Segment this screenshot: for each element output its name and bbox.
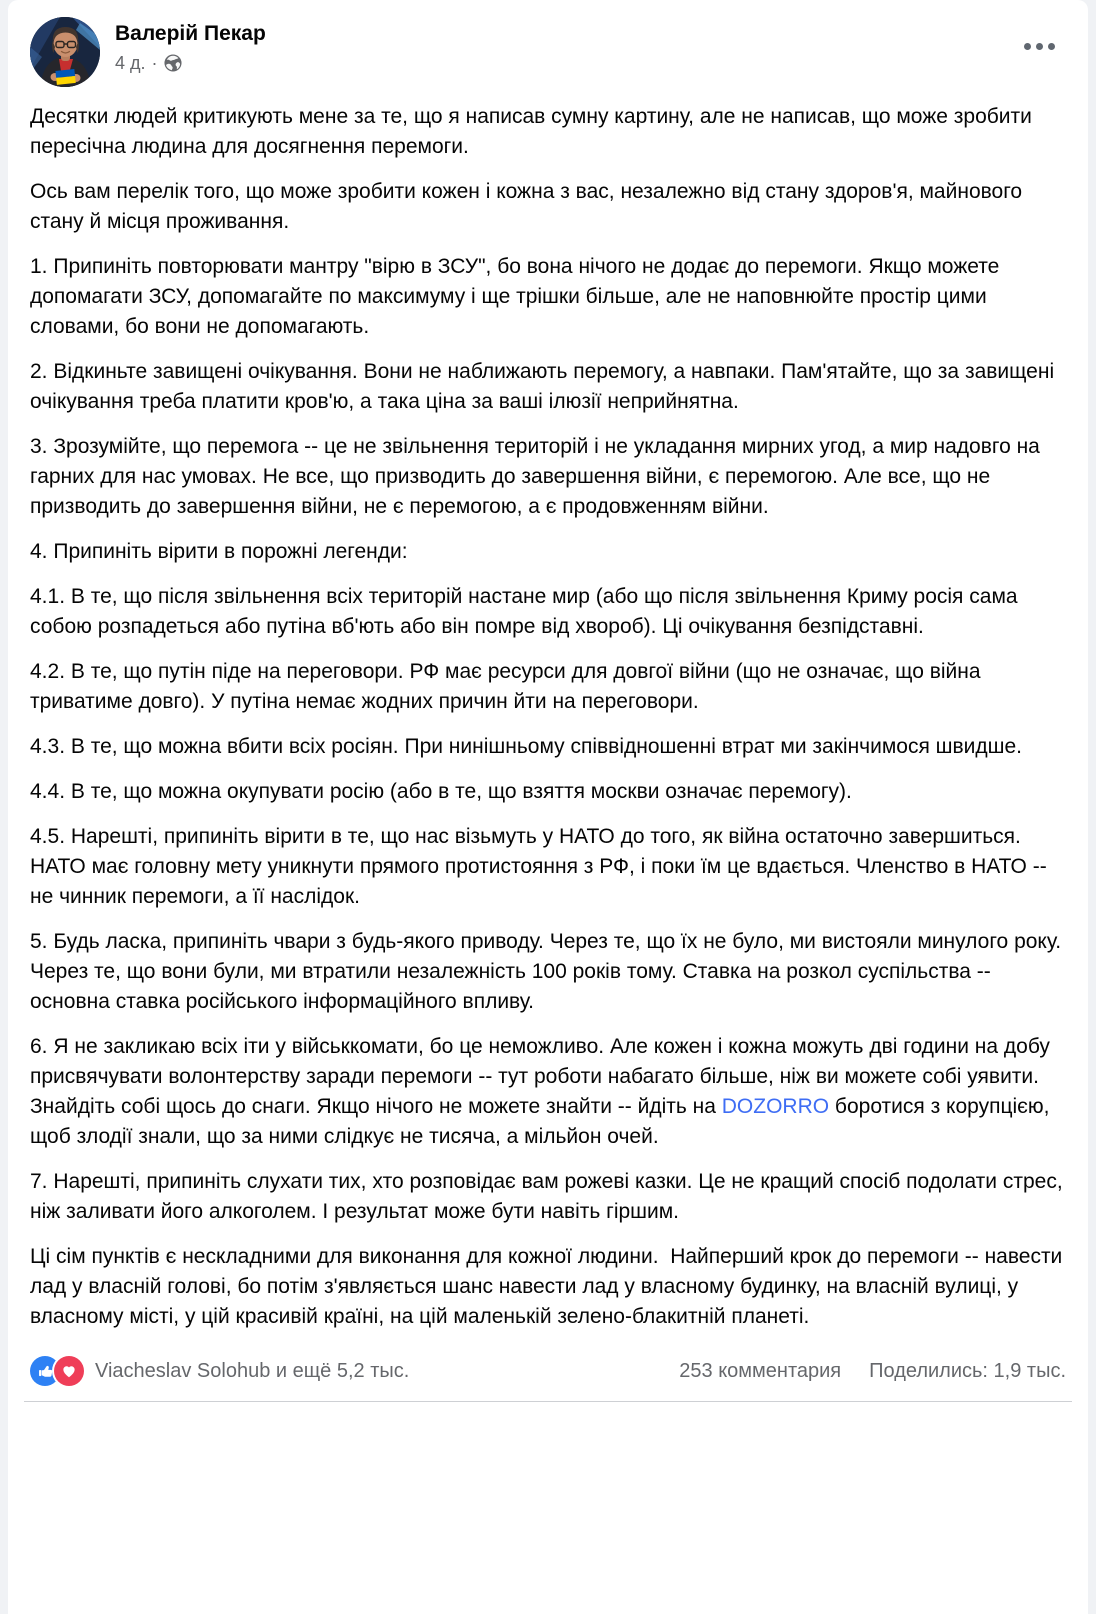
- reactions-count-label[interactable]: Viacheslav Solohub и ещё 5,2 тыс.: [95, 1360, 410, 1382]
- post-options-button[interactable]: [1018, 28, 1060, 64]
- post-paragraph: Десятки людей критикують мене за те, що я написав сумну картину, але не написав, що може зробити пересічна людина для досягнення перемоги.: [30, 105, 1038, 158]
- post-card: [8, 0, 1088, 1614]
- post-paragraph-with-link: [30, 1032, 1066, 1152]
- globe-icon: [164, 54, 182, 72]
- post-paragraph: 4.5. Нарешті, припиніть вірити в те, що нас візьмуть у НАТО до того, як війна остаточно завершиться. НАТО має головну мету уникнути прямого протистояння з РФ, і поки їм це вдається. Членство в НАТО -- не чинник перемоги, а її наслідок.: [30, 825, 1053, 908]
- post-paragraph: 4.2. В те, що путін піде на переговори. РФ має ресурси для довгої війни (що не означає, що війна триватиме довго). У путіна немає жодних причин йти на переговори.: [30, 660, 987, 713]
- header-meta: [115, 17, 266, 72]
- post-header: [8, 0, 1088, 87]
- author-avatar[interactable]: [30, 17, 100, 87]
- post-text: [8, 102, 1088, 1332]
- ellipsis-icon: [1024, 43, 1055, 50]
- paragraph-text-before-link: 6. Я не закликаю всіх іти у військкомати, бо це неможливо. Але кожен і кожна можуть дві години на добу присвячувати волонтерству заради перемоги -- тут роботи набагато більше, ніж ви можете собі уявити. Знайдіть собі щось до снаги. Якщо нічого не можете знайти -- йдіть на: [30, 1035, 1056, 1118]
- post-paragraph: 4.1. В те, що після звільнення всіх територій настане мир (або що після звільнення Криму росія сама собою розпадеться або путіна вб'ють або він помре від хвороб). Ці очікування безпідставні.: [30, 585, 1024, 638]
- thumbs-up-icon: [36, 1362, 54, 1380]
- author-name[interactable]: Валерій Пекар: [115, 22, 266, 45]
- paragraph-text-after-link: боротися з корупцією, щоб злодії знали, що за ними слідкує не тисяча, а мільйон очей.: [30, 1095, 1056, 1148]
- dozorro-link[interactable]: DOZORRO: [721, 1095, 830, 1118]
- meta-separator: ·: [151, 53, 158, 74]
- love-reaction-icon: [54, 1356, 84, 1386]
- heart-icon: [60, 1362, 78, 1380]
- post-paragraph: 4.4. В те, що можна окупувати росію (або в те, що взяття москви означає перемогу).: [30, 780, 852, 803]
- avatar-image: [30, 17, 100, 87]
- post-paragraph: 5. Будь ласка, припиніть чвари з будь-якого приводу. Через те, що їх не було, ми вистояли минулого року. Через те, що вони були, ми втратили незалежність 100 років тому. Ставка на розкол суспільства -- основна ставка російського інформаційного впливу.: [30, 930, 1067, 1013]
- engagement-counts: [679, 1360, 1066, 1383]
- post-paragraph: 4. Припиніть вірити в порожні легенди:: [30, 540, 408, 563]
- post-meta-row: [115, 54, 266, 72]
- post-paragraph: 4.3. В те, що можна вбити всіх росіян. При нинішньому співвідношенні втрат ми закінчимося швидше.: [30, 735, 1023, 758]
- post-paragraph: Ось вам перелік того, що може зробити кожен і кожна з вас, незалежно від стану здоров'я, майнового стану й місця проживання.: [30, 180, 1028, 233]
- footer-divider: [24, 1401, 1072, 1402]
- comments-count[interactable]: 253 комментария: [679, 1359, 842, 1382]
- reactions-summary[interactable]: [30, 1356, 409, 1386]
- post-paragraph: 2. Відкиньте завищені очікування. Вони не наближають перемогу, а навпаки. Пам'ятайте, що за завищені очікування треба платити кров'ю, а така ціна за ваші ілюзії неприйнятна.: [30, 360, 1060, 413]
- post-paragraph: 3. Зрозумійте, що перемога -- це не звільнення територій і не укладання мирних угод, а мир надовго на гарних для нас умовах. Не все, що призводить до завершення війни, є перемогою. Але все, що не призводить до завершення війни, не є перемогою, а є продовженням війни.: [30, 435, 1046, 518]
- timestamp[interactable]: 4 д.: [115, 53, 146, 74]
- post-engagement-bar: [8, 1356, 1088, 1386]
- post-paragraph: 7. Нарешті, припиніть слухати тих, хто розповідає вам рожеві казки. Це не кращий спосіб подолати стрес, ніж заливати його алкоголем. І результат може бути навіть гіршим.: [30, 1170, 1069, 1223]
- post-paragraph: 1. Припиніть повторювати мантру "вірю в ЗСУ", бо вона нічого не додає до перемоги. Якщо можете допомагати ЗСУ, допомагайте по максимуму і ще трішки більше, але не наповнюйте простір цими словами, бо вони не допомагають.: [30, 255, 1006, 338]
- post-paragraph: Ці сім пунктів є нескладними для виконання для кожної людини. Найперший крок до перемоги -- навести лад у власній голові, бо потім з'являється шанс навести лад у власному будинку, на власній вулиці, у власному місті, у цій красивій країні, на цій маленькій зелено-блакитній планеті.: [30, 1245, 1069, 1328]
- shares-count[interactable]: Поделились: 1,9 тыс.: [869, 1359, 1066, 1382]
